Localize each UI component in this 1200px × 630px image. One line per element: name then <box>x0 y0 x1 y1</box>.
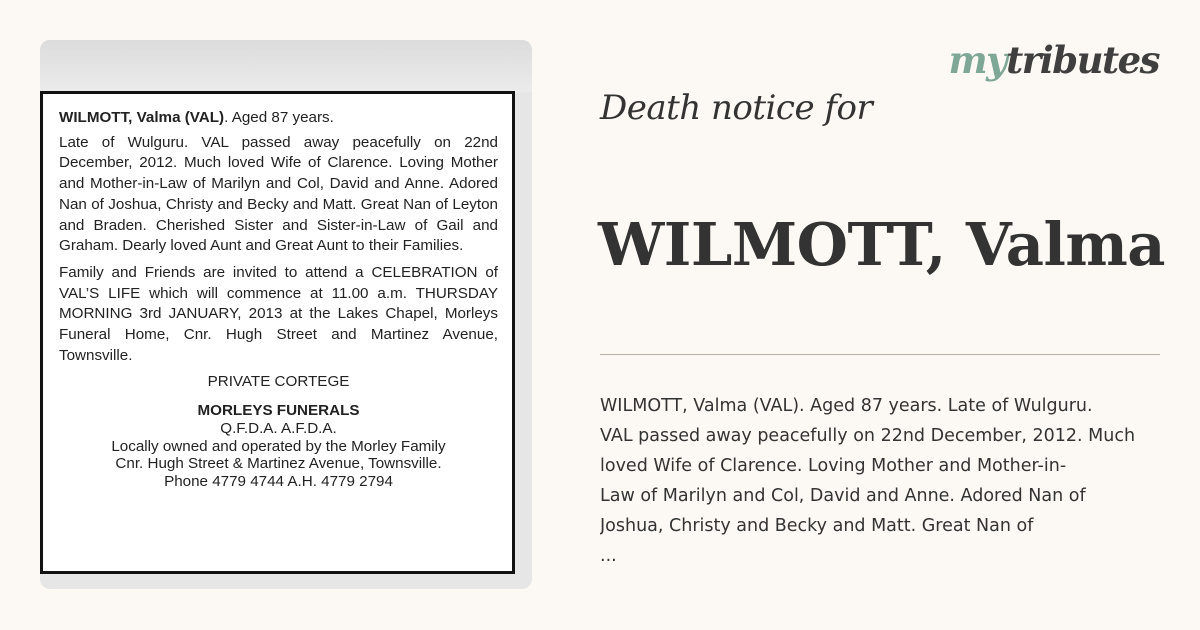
funeral-director-name: MORLEYS FUNERALS <box>197 402 360 420</box>
excerpt-line: WILMOTT, Valma (VAL). Aged 87 years. Late of Wulguru. <box>600 396 1093 416</box>
notice-heading-name: WILMOTT, Valma (VAL) <box>59 109 225 126</box>
notice-paragraph-service: Family and Friends are invited to attend a CELEBRATION of VAL’S LIFE which will commence at 11.00 a.m. THURSDAY MORNING 3rd JANUARY, 2013 at the Lakes Chapel, Morleys Funeral Home, Cnr. Hugh Street and Martinez Avenue, Townsville. <box>59 263 498 364</box>
notice-cortege: PRIVATE CORTEGE <box>207 373 350 391</box>
divider <box>600 354 1160 355</box>
newspaper-notice <box>40 91 515 574</box>
funeral-director-line2: Cnr. Hugh Street & Martinez Avenue, Townsville. <box>115 455 442 473</box>
excerpt-ellipsis: ... <box>600 546 617 566</box>
page-kicker: Death notice for <box>600 88 873 128</box>
funeral-director-line1: Locally owned and operated by the Morley Family <box>111 437 446 455</box>
notice-paragraph-family: Late of Wulguru. VAL passed away peacefully on 22nd December, 2012. Much loved Wife of Clarence. Loving Mother and Mother-in-Law of Marilyn and Col, David and Anne. Adored Nan of Joshua, Christy and Becky and Matt. Great Nan of Leyton and Braden. Cherished Sister and Sister-in-Law of Gail and Graham. Dearly loved Aunt and Great Aunt to their Families. <box>59 133 498 255</box>
notice-heading-age: . Aged 87 years. <box>224 109 334 126</box>
logo-prefix: my <box>948 38 1007 82</box>
funeral-director-accreditation: Q.F.D.A. A.F.D.A. <box>220 420 337 438</box>
funeral-director-phone: Phone 4779 4744 A.H. 4779 2794 <box>164 472 393 490</box>
notice-image-card <box>40 40 532 589</box>
scan-margin <box>40 40 532 92</box>
excerpt-line: Law of Marilyn and Col, David and Anne. Adored Nan of <box>600 486 1086 506</box>
notice-excerpt <box>600 391 1200 571</box>
excerpt-line: Joshua, Christy and Becky and Matt. Great Nan of <box>600 516 1034 536</box>
deceased-name-title: WILMOTT, Valma <box>598 210 1166 279</box>
notice-heading <box>59 108 498 129</box>
excerpt-line: VAL passed away peacefully on 22nd December, 2012. Much <box>600 426 1136 446</box>
logo-suffix: tributes <box>1006 38 1159 82</box>
mytributes-logo <box>948 38 1159 82</box>
excerpt-line: loved Wife of Clarence. Loving Mother and Mother-in- <box>600 456 1067 476</box>
